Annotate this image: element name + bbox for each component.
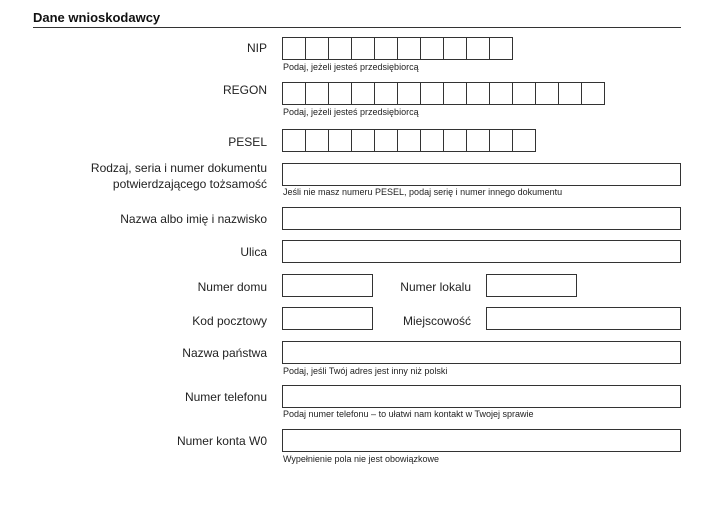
nip-digit-cell[interactable]: [329, 38, 352, 59]
city-input[interactable]: [486, 307, 681, 330]
pesel-digit-cell[interactable]: [421, 130, 444, 151]
nip-digit-cell[interactable]: [375, 38, 398, 59]
street-label: Ulica: [240, 245, 267, 259]
regon-digit-cell[interactable]: [536, 83, 559, 104]
nip-digit-cell[interactable]: [421, 38, 444, 59]
pesel-digit-cell[interactable]: [352, 130, 375, 151]
regon-label: REGON: [222, 83, 267, 97]
country-hint: Podaj, jeśli Twój adres jest inny niż polski: [283, 366, 448, 376]
pesel-label: PESEL: [228, 135, 267, 149]
regon-digit-cell[interactable]: [559, 83, 582, 104]
regon-digit-cell[interactable]: [352, 83, 375, 104]
pesel-digit-cell[interactable]: [306, 130, 329, 151]
nip-digit-cell[interactable]: [283, 38, 306, 59]
regon-digit-cell[interactable]: [375, 83, 398, 104]
nip-digit-cell[interactable]: [306, 38, 329, 59]
regon-hint: Podaj, jeżeli jesteś przedsiębiorcą: [283, 107, 419, 117]
document-label-line1: Rodzaj, seria i numer dokumentu: [90, 161, 267, 175]
nip-digit-cell[interactable]: [398, 38, 421, 59]
nip-input[interactable]: [282, 37, 513, 60]
pesel-digit-cell[interactable]: [513, 130, 536, 151]
phone-label: Numer telefonu: [184, 390, 267, 404]
regon-digit-cell[interactable]: [421, 83, 444, 104]
country-label: Nazwa państwa: [182, 346, 267, 360]
account-hint: Wypełnienie pola nie jest obowiązkowe: [283, 454, 440, 464]
postal-code-label: Kod pocztowy: [192, 314, 267, 328]
name-label: Nazwa albo imię i nazwisko: [120, 212, 267, 226]
street-input[interactable]: [282, 240, 681, 263]
nip-digit-cell[interactable]: [467, 38, 490, 59]
pesel-digit-cell[interactable]: [467, 130, 490, 151]
section-title: Dane wnioskodawcy: [33, 10, 161, 25]
regon-digit-cell[interactable]: [306, 83, 329, 104]
nip-hint: Podaj, jeżeli jesteś przedsiębiorcą: [283, 62, 419, 72]
pesel-digit-cell[interactable]: [283, 130, 306, 151]
pesel-digit-cell[interactable]: [329, 130, 352, 151]
regon-digit-cell[interactable]: [513, 83, 536, 104]
postal-code-input[interactable]: [282, 307, 373, 330]
apartment-number-label: Numer lokalu: [400, 280, 471, 294]
pesel-digit-cell[interactable]: [375, 130, 398, 151]
phone-hint: Podaj numer telefonu – to ułatwi nam kontakt w Twojej sprawie: [283, 409, 534, 419]
regon-digit-cell[interactable]: [467, 83, 490, 104]
pesel-digit-cell[interactable]: [444, 130, 467, 151]
nip-label: NIP: [246, 41, 267, 55]
house-number-input[interactable]: [282, 274, 373, 297]
document-input[interactable]: [282, 163, 681, 186]
house-number-label: Numer domu: [197, 280, 267, 294]
document-label-line2: potwierdzającego tożsamość: [112, 177, 267, 191]
phone-input[interactable]: [282, 385, 681, 408]
pesel-input[interactable]: [282, 129, 536, 152]
nip-digit-cell[interactable]: [444, 38, 467, 59]
pesel-digit-cell[interactable]: [490, 130, 513, 151]
nip-digit-cell[interactable]: [352, 38, 375, 59]
regon-digit-cell[interactable]: [582, 83, 605, 104]
country-input[interactable]: [282, 341, 681, 364]
name-input[interactable]: [282, 207, 681, 230]
account-input[interactable]: [282, 429, 681, 452]
nip-digit-cell[interactable]: [490, 38, 513, 59]
apartment-number-input[interactable]: [486, 274, 577, 297]
regon-digit-cell[interactable]: [490, 83, 513, 104]
section-divider: [33, 27, 681, 28]
city-label: Miejscowość: [402, 314, 471, 328]
regon-digit-cell[interactable]: [444, 83, 467, 104]
regon-digit-cell[interactable]: [398, 83, 421, 104]
pesel-digit-cell[interactable]: [398, 130, 421, 151]
regon-input[interactable]: [282, 82, 605, 105]
document-hint: Jeśli nie masz numeru PESEL, podaj serię i numer innego dokumentu: [283, 187, 563, 197]
regon-digit-cell[interactable]: [283, 83, 306, 104]
account-label: Numer konta W0: [176, 434, 267, 448]
regon-digit-cell[interactable]: [329, 83, 352, 104]
